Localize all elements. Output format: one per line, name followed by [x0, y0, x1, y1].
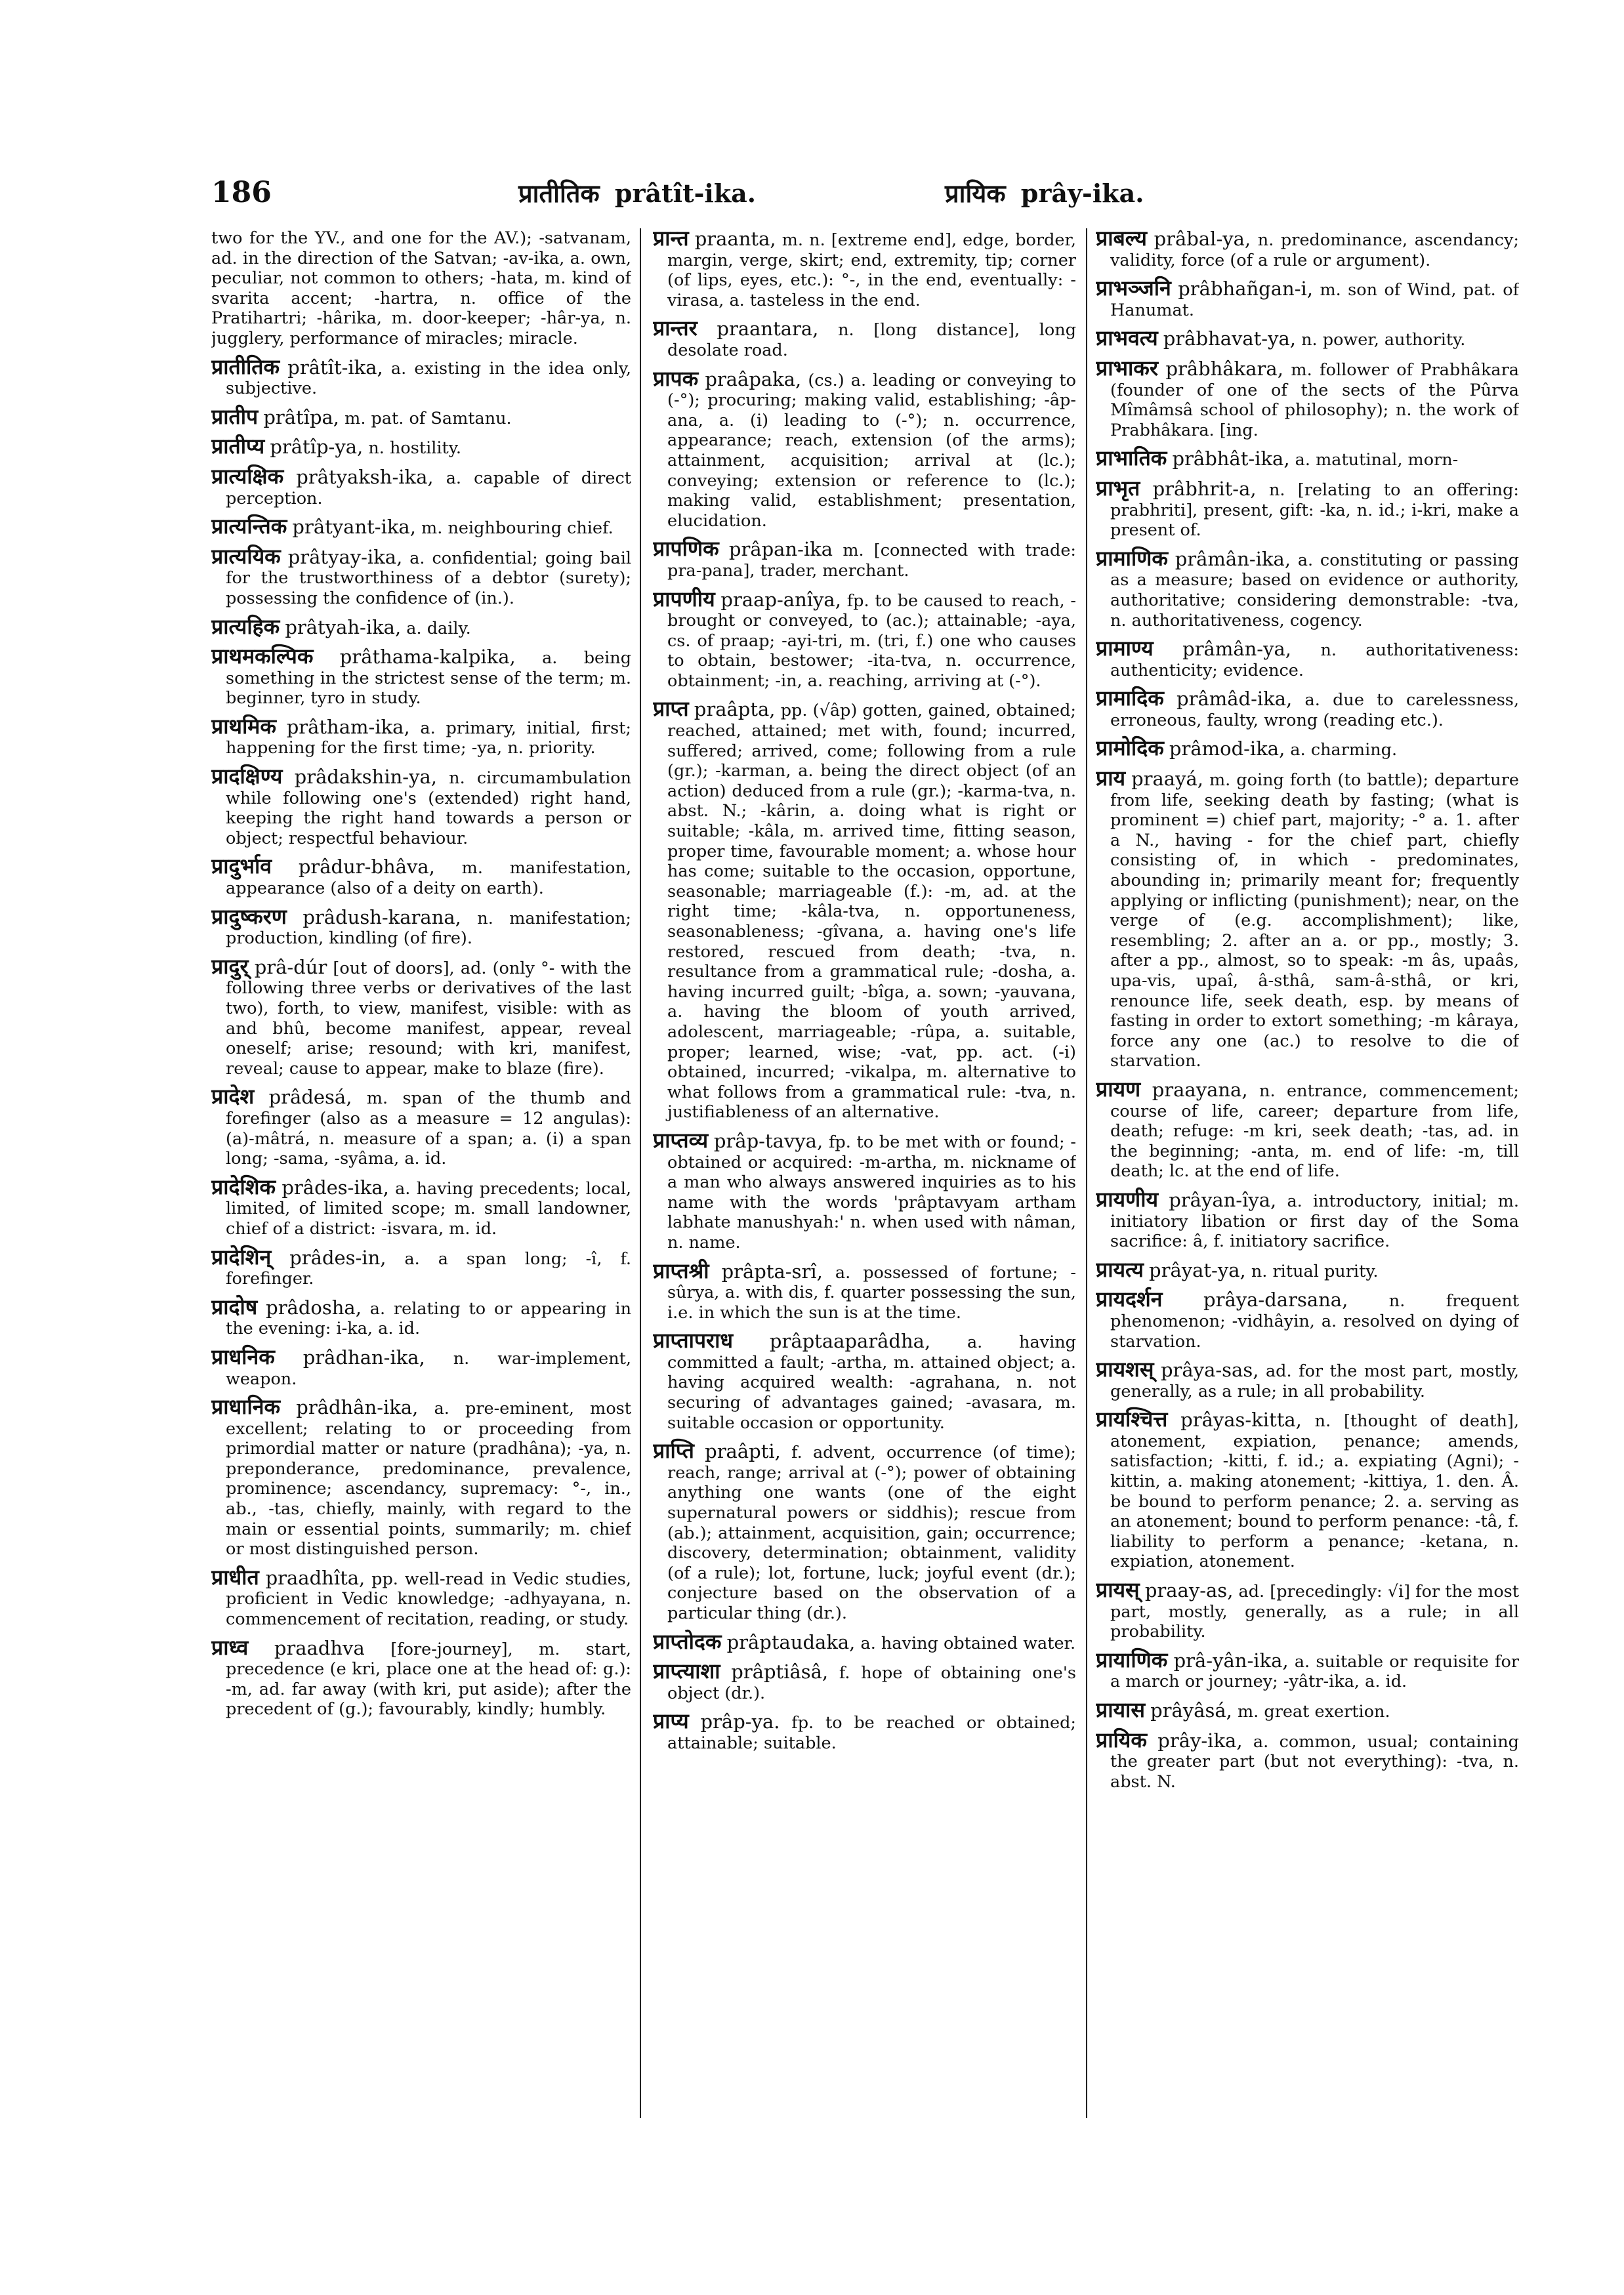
headword-transliteration: prâbhrit-a,: [1152, 477, 1257, 500]
definition-text: a. pre-eminent, most excellent; relating to or proceeding from primordial matter or nature (pradhâna); -ya, n. preponderance, predominance, prevalence, prominence; ascendancy, supremacy: °-, in., ab., -tas, chiefly, mainly, with regard to the main or essential points, summarily; m. chief or most distinguished person.: [226, 1399, 631, 1560]
headword-transliteration: prâdush-karana,: [302, 905, 461, 928]
definition-text: a. relating to or appearing in the evening: i-ka, a. id.: [226, 1298, 631, 1339]
dictionary-entry: [1096, 735, 1519, 761]
headword-transliteration: prâtyaksh-ika,: [296, 465, 434, 488]
definition-text: (cs.) a. leading or conveying to (-°); procuring; making valid, establishing; -âp-ana, a. (i) leading to (-°); n. occurrence, appearance; reach, extension (of the arms); attainment, acquisition; arrival at (lc.); conveying; extension or reference to (lc.); making valid, establishment; presentation, elucidation.: [667, 370, 1076, 531]
dictionary-entry: [211, 713, 631, 758]
dictionary-entry: [211, 953, 631, 1079]
running-head-left-translit: prâtît-ika.: [614, 178, 757, 208]
headword-devanagari: प्राभृत: [1096, 475, 1140, 501]
column-1: [211, 228, 631, 2249]
headword-transliteration: prâtyah-ika,: [285, 615, 402, 638]
headword-transliteration: prâmod-ika,: [1169, 737, 1285, 760]
definition-text: m. [connected with trade: pra-pana], trader, merchant.: [667, 541, 1076, 581]
headword-devanagari: प्रात्ययिक: [211, 543, 281, 569]
definition-text: a. suitable or requisite for a march or journey; -yâtr-ika, a. id.: [1110, 1651, 1519, 1692]
definition-text: n. [thought of death], atonement, expiation, penance; amends, satisfaction; -kitti, f. id.; a. expiating (Agni); -kittin, a. making atonement; -kittiya, 1. den. Â. be bound to perform penance; 2. a. serving as an atonement; bound to perform penance: -tâ, f. liability to perform a penance; -ketana, n. expiation, atonement.: [1110, 1411, 1519, 1572]
dictionary-entry: [1096, 1076, 1519, 1182]
definition-text: pp. (√âp) gotten, gained, obtained; reached, attained; met with, found; incurred, suffered; arrived, come; following from a rule (gr.); -karman, a. being the direct object (of an action) deduced from a rule (gr.); -karma-tva, n. abst. N.; -kârin, a. doing what is right or suitable; -kâla, m. arrived time, fitting season, proper time, favourable moment; a. whose hour has come; suitable to the occasion, opportune, seasonable; marriageable (f.): -m, ad. at the right time; -kâla-tva, n. opportuneness, seasonableness; -gîvana, a. having one's life restored, rescued from death; -tva, n. resultance from a grammatical rule; -dosha, a. having incurred guilt; -bîga, a. sown; -yauvana, a. having the bloom of youth arrived, adolescent, marriageable; -rûpa, a. suitable, proper; learned, wise; -vat, pp. act. (-i) obtained, incurred; -vikalpa, m. alternative to what follows from a grammatical rule: -tva, n. justifiableness of an alternative.: [667, 701, 1076, 1123]
headword-transliteration: prâ-dúr: [254, 955, 327, 978]
headword-transliteration: praantara,: [717, 318, 819, 341]
headword-transliteration: prâdes-in,: [289, 1246, 386, 1269]
headword-transliteration: prâthama-kalpika,: [339, 646, 516, 669]
headword-devanagari: प्राबल्य: [1096, 228, 1147, 251]
headword-devanagari: प्रायाणिक: [1096, 1647, 1168, 1672]
dictionary-entry: [211, 516, 631, 539]
definition-text: a. having obtained water.: [860, 1633, 1076, 1653]
dictionary-entry: [1096, 688, 1519, 730]
headword-transliteration: prâyat-ya,: [1149, 1258, 1246, 1281]
dictionary-entry: [653, 318, 1076, 360]
headword-devanagari: प्रादेशिन्: [211, 1244, 272, 1270]
dictionary-entry: [653, 1258, 1076, 1323]
definition-text: [fore-journey], m. start, precedence (e kri, place one at the head of: g.): -m, ad. far away (with kri, put aside); after the precedent of (g.); favourably, kindly; humbly.: [226, 1639, 631, 1720]
dictionary-entry: [211, 1086, 631, 1168]
dictionary-entry: [211, 1174, 631, 1239]
dictionary-entry: [211, 1634, 631, 1720]
headword-devanagari: प्रात्यहिक: [211, 613, 280, 639]
headword-devanagari: प्राध्व: [211, 1634, 249, 1660]
headword-devanagari: प्रान्त: [653, 228, 689, 251]
definition-text: pp. well-read in Vedic studies, proficient in Vedic knowledge; -adhyayana, n. commencement of recitation, reading, or study.: [226, 1569, 631, 1630]
headword-devanagari: प्रादोष: [211, 1294, 258, 1319]
dictionary-entry: [1096, 1186, 1519, 1252]
definition-text: a. charming.: [1290, 740, 1398, 760]
definition-text: fp. to be caused to reach, - brought or conveyed, to (ac.); attainable; -aya, cs. of praap; -ayi-tri, m. (tri, f.) one who causes to obtain, bestower; -ita-tva, n. occurrence, obtainment; -in, a. reaching, arriving at (-°).: [667, 590, 1076, 691]
headword-transliteration: prâbhavat-ya,: [1163, 327, 1296, 350]
headword-devanagari: प्रादुर्: [211, 953, 249, 979]
dictionary-entry: [1096, 1727, 1519, 1792]
dictionary-entry: [1096, 1409, 1519, 1572]
headword-transliteration: prâbhât-ika,: [1172, 447, 1290, 470]
headword-transliteration: prâdes-ika,: [281, 1176, 389, 1199]
definition-text: m. going forth (to battle); departure from life, seeking death by fasting; (what is prominent =) chief part, majority; -° a. 1. after a N., having - for the chief part, chiefly consisting of, in which - predominates, abounding in; primarily meant for; frequently applying or inflicting (punishment); near, on the verge of (e.g. accomplishment); like, resembling; 2. after an a. or pp., mostly; 3. after a pp., almost, so to speak: -m âs, upaâs, upa-vis, upaî, â-sthâ, sam-â-sthâ, or kri, renounce life, seek death, esp. by means of fasting in order to extort something; -m kâraya, force any one (ac.) to resolve to die of starvation.: [1110, 770, 1519, 1071]
headword-devanagari: प्रात्यक्षिक: [211, 463, 284, 489]
headword-devanagari: प्राभातिक: [1096, 445, 1167, 471]
headword-transliteration: praayana,: [1152, 1078, 1248, 1101]
headword-devanagari: प्राप्तश्री: [653, 1258, 709, 1283]
column-divider: [640, 228, 641, 2118]
headword-transliteration: prâpta-srî,: [721, 1260, 823, 1283]
definition-text: m. pat. of Samtanu.: [344, 408, 512, 428]
dictionary-entry: [211, 646, 631, 709]
headword-devanagari: प्रातीप्य: [211, 434, 265, 459]
definition-text: m. follower of Prabhâkara (founder of one of the sects of the Pûrva Mîmâmsâ school of philosophy); n. the work of Prabhâkara. [ing.: [1110, 360, 1519, 440]
dictionary-entry: [211, 543, 631, 609]
headword-transliteration: prây-ika,: [1157, 1729, 1243, 1752]
dictionary-entry: [1096, 355, 1519, 440]
headword-transliteration: praâpta,: [694, 698, 776, 721]
headword-transliteration: praayá,: [1131, 768, 1203, 791]
dictionary-entry: [211, 1344, 631, 1389]
dictionary-entry: [653, 1127, 1076, 1253]
headword-devanagari: प्रायण: [1096, 1076, 1141, 1102]
definition-text: a. a span long; -î, f. forefinger.: [226, 1249, 631, 1289]
definition-text: a. possessed of fortune; -sûrya, a. with dis, f. quarter possessing the sun, i.e. in which the sun is at the time.: [667, 1262, 1076, 1323]
headword-devanagari: प्रादुष्करण: [211, 903, 287, 929]
dictionary-entry: [653, 586, 1076, 692]
headword-transliteration: prâyâsá,: [1150, 1699, 1232, 1722]
headword-devanagari: प्रायदर्शन: [1096, 1287, 1163, 1312]
dictionary-entry: [653, 696, 1076, 1123]
headword-transliteration: prâmâd-ika,: [1176, 688, 1293, 711]
definition-text: a. introductory, initial; m. initiatory libation or first day of the Soma sacrifice: â, f. initiatory sacrifice.: [1110, 1191, 1519, 1252]
definition-text: f. hope of obtaining one's object (dr.).: [667, 1663, 1076, 1703]
headword-devanagari: प्राभवत्य: [1096, 325, 1158, 351]
dictionary-entry: [1096, 1697, 1519, 1722]
headword-devanagari: प्रायश्चित्त: [1096, 1407, 1168, 1432]
headword-devanagari: प्रायास: [1096, 1697, 1145, 1722]
page-header: [0, 176, 1624, 222]
headword-transliteration: prâptiâsâ,: [731, 1661, 829, 1684]
headword-transliteration: prâbhañgan-i,: [1178, 278, 1313, 300]
headword-devanagari: प्रायशस्: [1096, 1357, 1154, 1382]
headword-transliteration: praâpti,: [705, 1440, 781, 1463]
dictionary-entry: [1096, 638, 1519, 680]
headword-transliteration: prâya-darsana,: [1203, 1289, 1348, 1312]
headword-devanagari: प्राथमिक: [211, 713, 276, 739]
headword-devanagari: प्रादुर्भाव: [211, 854, 272, 879]
headword-transliteration: prâtyay-ika,: [287, 545, 403, 568]
headword-devanagari: प्रामोदिक: [1096, 735, 1164, 761]
headword-transliteration: prâp-tavya,: [713, 1129, 823, 1152]
dictionary-entry: [211, 856, 631, 898]
column-3: [1096, 228, 1519, 2249]
dictionary-entry: [1096, 768, 1519, 1071]
definition-text: fp. to be reached or obtained; attainable; suitable.: [667, 1713, 1076, 1753]
headword-transliteration: praadhva: [274, 1636, 365, 1659]
headword-transliteration: prâpan-ika: [728, 538, 833, 561]
dictionary-entry: [1096, 1256, 1519, 1282]
dictionary-entry: [211, 613, 631, 639]
definition-text: ad. for the most part, mostly, generally, as a rule; in all probability.: [1110, 1361, 1519, 1401]
dictionary-entry: [1096, 278, 1519, 320]
definition-text: n. [long distance], long desolate road.: [667, 320, 1076, 360]
page-number: 186: [211, 176, 272, 209]
dictionary-entry: [653, 1328, 1076, 1433]
dictionary-entry: [653, 536, 1076, 581]
dictionary-entry: [211, 1244, 631, 1289]
headword-devanagari: प्रापणिक: [653, 536, 719, 562]
headword-devanagari: प्राभञ्जनि: [1096, 276, 1171, 301]
dictionary-entry: [211, 436, 631, 459]
definition-text: n. predominance, ascendancy; validity, force (of a rule or argument).: [1110, 230, 1519, 270]
column-2: [653, 228, 1076, 2249]
headword-transliteration: prâdhan-ika,: [302, 1346, 425, 1369]
headword-devanagari: प्रापणीय: [653, 586, 715, 611]
dictionary-entry: [1096, 325, 1519, 351]
definition-text: n. frequent phenomenon; -vidhâyin, a. resolved on dying of starvation.: [1110, 1291, 1519, 1352]
definition-text: n. manifestation; production, kindling (of fire).: [226, 908, 631, 949]
definition-text: ad. [precedingly: √i] for the most part, mostly, generally, as a rule; in all probability.: [1110, 1582, 1519, 1642]
definition-text: m. neighbouring chief.: [421, 518, 614, 539]
definition-text: m. span of the thumb and forefinger (also as a measure = 12 angulas): (a)-mâtrá, n. measure of a span; a. (i) a span long; -sama, -syâma, a. id.: [226, 1088, 631, 1169]
headword-devanagari: प्राधीत: [211, 1564, 259, 1590]
dictionary-entry: [653, 1661, 1076, 1703]
headword-devanagari: प्रामादिक: [1096, 686, 1164, 711]
running-head-right-devanagari: प्रायिक: [945, 178, 1006, 208]
headword-devanagari: प्रान्तर: [653, 316, 697, 341]
definition-text: a. daily.: [406, 618, 471, 638]
dictionary-entry: [211, 1394, 631, 1560]
headword-transliteration: prâmân-ya,: [1182, 638, 1291, 661]
headword-devanagari: प्रादक्षिण्य: [211, 764, 283, 789]
definition-text: n. power, authority.: [1301, 330, 1466, 350]
dictionary-entry: [1096, 228, 1519, 270]
headword-devanagari: प्राय: [1096, 766, 1126, 791]
headword-transliteration: prâ-yân-ika,: [1173, 1649, 1289, 1672]
headword-transliteration: prâp-ya.: [700, 1710, 780, 1733]
headword-transliteration: praanta,: [694, 228, 776, 250]
headword-transliteration: prâptaudaka,: [726, 1630, 856, 1653]
headword-transliteration: prâtîpa,: [263, 405, 340, 428]
headword-transliteration: prâbhâkara,: [1165, 357, 1283, 380]
headword-transliteration: prâyas-kitta,: [1180, 1409, 1302, 1432]
dictionary-entry: [211, 903, 631, 949]
headword-devanagari: प्राधनिक: [211, 1344, 275, 1369]
dictionary-entry: [1096, 475, 1519, 541]
headword-devanagari: प्रामाणिक: [1096, 545, 1168, 571]
dictionary-entry: [1096, 445, 1519, 471]
definition-text: n. ritual purity.: [1251, 1261, 1379, 1281]
headword-transliteration: prâdhân-ika,: [296, 1396, 419, 1419]
definition-text: a. due to carelessness, erroneous, faulty, wrong (reading etc.).: [1110, 690, 1519, 730]
headword-devanagari: प्रायत्य: [1096, 1256, 1144, 1282]
dictionary-entry: [211, 1564, 631, 1630]
definition-text: a. having committed a fault; -artha, m. attained object; a. having acquired wealth: -agrahana, n. not securing of advantages gained; -avasara, m. suitable occasion or opportunity.: [667, 1333, 1076, 1433]
headword-devanagari: प्रापक: [653, 365, 699, 391]
headword-transliteration: praadhîta,: [265, 1566, 365, 1589]
definition-text: n. war-implement, weapon.: [226, 1348, 631, 1389]
headword-devanagari: प्राथमकल्पिक: [211, 644, 314, 669]
definition-text: n. authoritativeness: authenticity; evidence.: [1110, 640, 1519, 680]
dictionary-entry: [211, 354, 631, 399]
definition-text: n. circumambulation while following one's (extended) right hand, keeping the right hand towards a person or object; respectful behaviour.: [226, 768, 631, 848]
headword-transliteration: prâbal-ya,: [1154, 228, 1251, 250]
headword-devanagari: प्रायणीय: [1096, 1186, 1159, 1212]
headword-devanagari: प्राभाकर: [1096, 355, 1158, 381]
continuation-text: two for the YV., and one for the AV.); -satvanam, ad. in the direction of the Satvan; -av-ika, a. own, peculiar, not common to others; -hata, m. kind of svarita accent; -hartra, n. office of the Pratihartri; -hârika, m. door-keeper; -hâr-ya, n. jugglery, performance of miracles; miracle.: [211, 228, 631, 348]
definition-text: a. constituting or passing as a measure; based on evidence or authority, authoritative; considering demonstrable: -tva, n. authoritativeness, cogency.: [1110, 550, 1519, 631]
headword-devanagari: प्रातीतिक: [211, 354, 280, 379]
dictionary-entry: [1096, 1647, 1519, 1692]
headword-transliteration: prâmân-ika,: [1175, 547, 1291, 570]
dictionary-entry: [653, 365, 1076, 531]
headword-transliteration: prâtîp-ya,: [270, 436, 364, 459]
dictionary-entry: [211, 463, 631, 508]
headword-devanagari: प्राप्तापराध: [653, 1328, 734, 1354]
dictionary-entry: [1096, 545, 1519, 631]
definition-text: a. having precedents; local, limited, of limited scope; m. small landowner, chief of a district: -isvara, m. id.: [226, 1178, 631, 1239]
dictionary-entry: [1096, 1577, 1519, 1642]
headword-devanagari: प्राप्तोदक: [653, 1628, 722, 1654]
headword-devanagari: प्रात्यन्तिक: [211, 514, 287, 539]
headword-transliteration: prâtît-ika,: [287, 356, 383, 379]
headword-devanagari: प्रायस्: [1096, 1577, 1140, 1603]
headword-devanagari: प्राप्त: [653, 696, 689, 722]
headword-transliteration: prâyan-îya,: [1169, 1188, 1277, 1211]
dictionary-entry: [211, 403, 631, 429]
definition-text: n. entrance, commencement; course of life, career; departure from life, death; refuge: -m kri, seek death; -tas, ad. in the beginning; -anta, m. end of life: -m, till death; lc. at the end of life.: [1110, 1081, 1519, 1182]
headword-devanagari: प्राधानिक: [211, 1394, 281, 1420]
headword-transliteration: prâdur-bhâva,: [298, 856, 435, 879]
definition-text: m. great exertion.: [1237, 1702, 1390, 1722]
definition-text: n. hostility.: [368, 438, 461, 459]
dictionary-entry: [653, 1708, 1076, 1753]
headword-devanagari: प्रायिक: [1096, 1727, 1147, 1752]
dictionary-entry: [211, 1294, 631, 1339]
dictionary-entry: [1096, 1359, 1519, 1401]
headword-devanagari: प्रातीप: [211, 403, 259, 429]
headword-transliteration: prâtham-ika,: [286, 715, 410, 738]
running-head-right-translit: prây-ika.: [1020, 178, 1144, 208]
dictionary-entry: [653, 1438, 1076, 1623]
definition-text: n. [relating to an offering: prabhriti], present, gift: -ka, n. id.; i-kri, make a present of.: [1110, 480, 1519, 541]
headword-transliteration: praay-as,: [1144, 1579, 1234, 1602]
headword-transliteration: prâptaaparâdha,: [769, 1330, 931, 1353]
definition-text: m. manifestation, appearance (also of a deity on earth).: [226, 858, 631, 899]
headword-transliteration: prâdosha,: [266, 1296, 362, 1319]
headword-transliteration: prâya-sas,: [1160, 1359, 1259, 1382]
dictionary-entry: [653, 1628, 1076, 1654]
definition-text: m. n. [extreme end], edge, border, margin, verge, skirt; end, extremity, tip; corner (of lips, eyes, etc.): °-, in the end, eventually: -virasa, a. tasteless in the end.: [667, 230, 1076, 310]
headword-transliteration: praâpaka,: [705, 367, 802, 390]
definition-text: a. confidential; going bail for the trustworthiness of a debtor (surety); possessing the confidence of (in.).: [226, 548, 631, 608]
running-head-left: [518, 176, 756, 210]
headword-transliteration: prâdesá,: [268, 1086, 352, 1109]
headword-devanagari: प्रामाण्य: [1096, 636, 1154, 661]
dictionary-entry: [1096, 1289, 1519, 1352]
headword-transliteration: prâtyant-ika,: [292, 516, 416, 539]
definition-text: a. primary, initial, first; happening for the first time; -ya, n. priority.: [226, 718, 631, 758]
definition-text: a. capable of direct perception.: [226, 468, 631, 508]
dictionary-entry: [211, 766, 631, 848]
definition-text: f. advent, occurrence (of time); reach, range; arrival at (-°); power of obtaining anything one wants (one of the eight supernatural powers or siddhis); rescue from (ab.); attainment, acquisition, gain; occurrence; discovery, determination; obtainment, validity (of a rule); lot, fortune, luck; joyful event (dr.); conjecture based on the observation of a particular thing (dr.).: [667, 1443, 1076, 1623]
column-divider: [1086, 228, 1087, 2118]
headword-devanagari: प्राप्ति: [653, 1438, 694, 1464]
running-head-left-devanagari: प्रातीतिक: [518, 178, 600, 208]
headword-devanagari: प्रादेशिक: [211, 1174, 276, 1199]
definition-text: a. matutinal, morn-: [1295, 450, 1459, 470]
headword-devanagari: प्राप्य: [653, 1708, 689, 1734]
definition-text: [out of doors], ad. (only °- with the following three verbs or derivatives of the last two), forth, to view, manifest, visible: with as and bhû, become manifest, appear, reveal oneself; arise; resound; with kri, manifest, reveal; cause to appear, make to blaze (fire).: [226, 958, 631, 1079]
headword-devanagari: प्राप्त्याशा: [653, 1659, 720, 1684]
definition-text: a. existing in the idea only, subjective.: [226, 358, 631, 399]
headword-transliteration: prâdakshin-ya,: [294, 766, 437, 789]
headword-devanagari: प्रादेश: [211, 1084, 255, 1109]
running-head-right: [945, 176, 1144, 210]
dictionary-entry: [653, 228, 1076, 310]
definition-text: a. common, usual; containing the greater part (but not everything): -tva, n. abst. N.: [1110, 1731, 1519, 1792]
definition-text: a. being something in the strictest sense of the term; m. beginner, tyro in study.: [226, 648, 631, 709]
headword-devanagari: प्राप्तव्य: [653, 1127, 709, 1153]
headword-transliteration: praap-anîya,: [720, 588, 841, 611]
definition-text: m. son of Wind, pat. of Hanumat.: [1110, 280, 1519, 320]
definition-text: fp. to be met with or found; - obtained or acquired: -m-artha, m. nickname of a man who always answered inquiries as to his name with the words 'prâptavyam artham labhate manushyah:' n. when used with nâman, n. name.: [667, 1132, 1076, 1252]
